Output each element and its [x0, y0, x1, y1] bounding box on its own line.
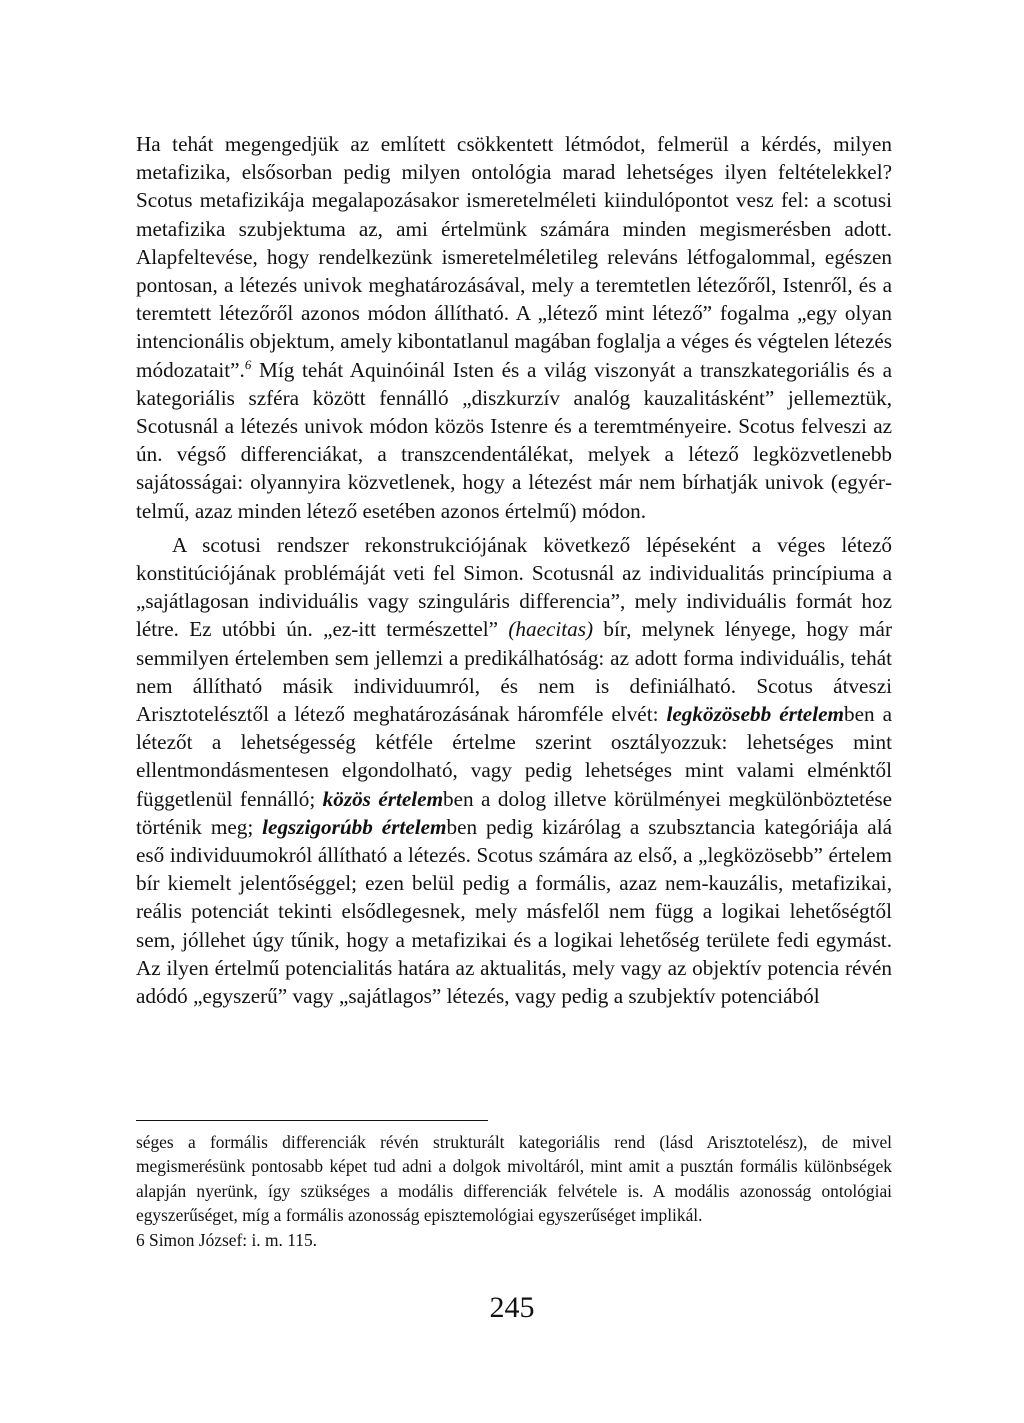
paragraph-2-text-a: A scotusi rendszer rekonstrukciójának következő lépéseként a véges létező konstitúciójának problémáját veti fel Simon. Scotusnál az individualitás princípiuma a „sajátlagosan individuális vagy szinguláris differencia”, mely individuális formát hoz létre. Ez utóbbi ún. „ez-itt természettel” — [136, 532, 892, 642]
term-legszigorubb-ertelem: legszigorúbb értelem — [262, 814, 447, 839]
term-kozos-ertelem: közös értelem — [322, 786, 444, 811]
paragraph-2-text-e: ben pedig kizárólag a szubsztancia kategóriája alá eső individuumokról állítható a létezés. Scotus számára az első, a „legközösebb” értelem bír kiemelt jelentőséggel; ezen belül pedig a formális, azaz nem-kauzális, metafizikai, reális potenciát tekinti elsődlegesnek, mely másfelől nem függ a logikai lehetőségtől sem, jóllehet úgy tűnik, hogy a metafizikai és a logikai lehetőség területe fedi egymást. Az ilyen értelmű potencialitás határa az aktualitás, mely vagy az objektív potencia révén adódó „egyszerű” vagy „sajátlagos” létezés, vagy pedig a szubjektív potenciából — [136, 814, 892, 1009]
paragraph-1-text-a: Ha tehát megengedjük az említett csökkentett létmódot, felmerül a kérdés, milyen metafizika, elsősorban pedig milyen ontológia marad lehetséges ilyen feltételekkel? Scotus metafizikája megalapozásakor ismeretelméleti kiindulópontot vesz fel: a scotusi metafizika szubjektuma az, ami értelmünk számára minden megismerésben adott. Alapfeltevése, hogy rendelkezünk ismeretelméletileg releváns létfogalommal, egészen pontosan, a létezés univok meghatározásával, mely a teremtetlen létezőről, Istenről, és a teremtett létezőről azonos módon állítható. A „létező mint létező” fogalma „egy olyan intencionális objektum, amely kibontatlanul magában foglalja a véges és végtelen létezés módozatait”. — [136, 132, 893, 382]
footnote-separator-rule — [136, 1120, 488, 1121]
footnote-continuation: séges a formális differenciák révén strukturált kategoriális rend (lásd Arisztotelész), de mivel megismerésünk pontosabb képet tud adni a dolgok mivoltáról, mint amit a pusztán formális különbségek alapján nyerünk, így szükséges a modális differenciák felvétele is. A modális azonosság ontológiai egyszerűséget, míg a formális azonosság episztemológiai egyszerűséget implikál. — [136, 1132, 892, 1226]
paragraph-2 — [136, 531, 892, 1010]
haecitas-term: (haecitas) — [508, 617, 594, 642]
paragraph-1-text-b: Míg tehát Aquinóinál Isten és a világ viszonyát a transzkategoriális és a kategoriális szféra között fennálló „diszkurzív analóg kauzalitásként” jellemeztük, Scotusnál a létezés univok módon közös Istenre és a teremtményeire. Scotus felveszi az ún. végső differenciákat, a transzcendentálékat, melyek a létező legközvetlenebb sajátosságai: olyannyira közvetlenek, hogy a létezést már nem bírhatják univok (egyértelmű, azaz minden létező esetében azonos értelmű) módon. — [136, 357, 892, 523]
paragraph-1 — [136, 130, 892, 525]
paragraph-2-text-d: ben a dolog illetve körülményei megkülönböztetése történik meg; — [136, 786, 892, 839]
page-number: 245 — [489, 1291, 535, 1324]
footnote-6: 6 Simon József: i. m. 115. — [136, 1229, 317, 1250]
main-text — [136, 130, 892, 1010]
footnote-reference-6: 6 — [244, 356, 252, 372]
paragraph-2-text-b: bír, melynek lényege, hogy már semmilyen értelemben sem jellemzi a predikálhatóság: az adott forma individuális, tehát nem állítható másik individuumról, és nem is definiálható. Scotus átveszi Arisztotelésztől a létező meghatározásának háromféle elvét: — [136, 617, 892, 727]
term-legkozosebb-ertelem: legközösebb értelem — [666, 702, 844, 727]
footnotes — [136, 1130, 892, 1252]
paragraph-2-text-c: ben a létezőt a lehetségesség kétféle értelme szerint osztályozzuk: lehetséges mint ellentmondásmentesen elgondolható, vagy pedig lehetséges mint valami elménktől függetlenül fennálló; — [136, 702, 893, 811]
